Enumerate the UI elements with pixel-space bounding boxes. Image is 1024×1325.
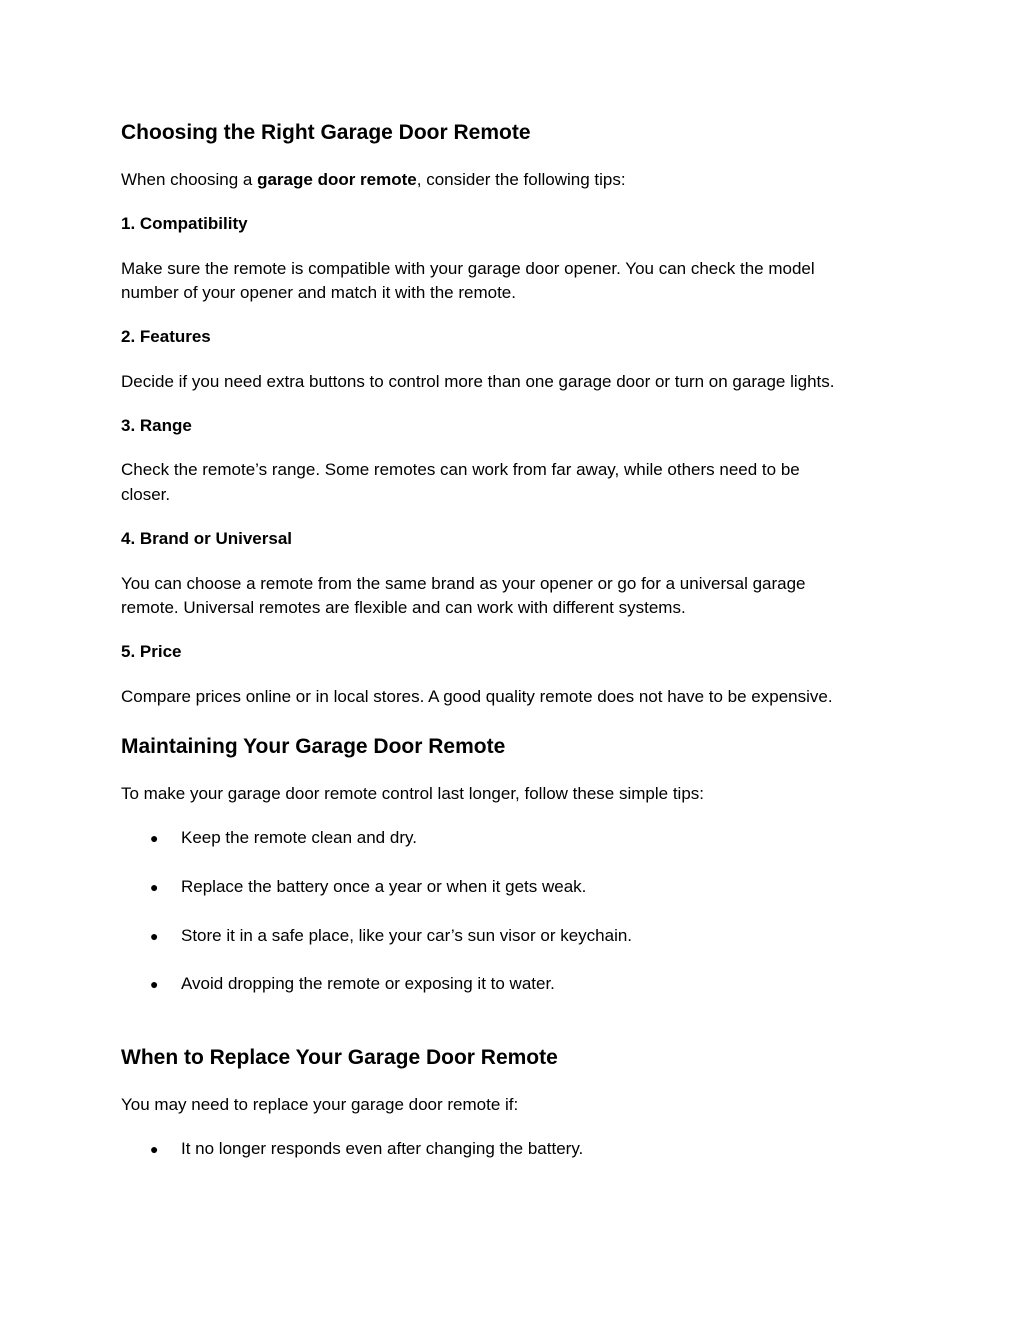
tip-text-line: You can choose a remote from the same brand as your opener or go for a universal garage bbox=[121, 574, 806, 593]
list-item: Replace the battery once a year or when it gets weak. bbox=[181, 877, 587, 896]
tip-text-line: Compare prices online or in local stores. A good quality remote does not have to be expensive. bbox=[121, 687, 833, 706]
intro-text-after: , consider the following tips: bbox=[416, 170, 626, 189]
intro-keyword: garage door remote bbox=[257, 170, 417, 189]
intro-text-before: When choosing a bbox=[121, 170, 258, 189]
tip-title: 4. Brand or Universal bbox=[121, 529, 293, 548]
bullet-marker: ● bbox=[150, 830, 159, 846]
bullet-marker: ● bbox=[150, 928, 159, 944]
maintaining-intro: To make your garage door remote control last longer, follow these simple tips: bbox=[121, 784, 705, 803]
tip-text-line: Check the remote’s range. Some remotes can work from far away, while others need to be bbox=[121, 460, 800, 479]
list-item: Keep the remote clean and dry. bbox=[181, 828, 417, 847]
list-item: Avoid dropping the remote or exposing it to water. bbox=[181, 974, 555, 993]
list-item: Store it in a safe place, like your car’s sun visor or keychain. bbox=[181, 926, 633, 945]
tip-text-line: remote. Universal remotes are flexible and can work with different systems. bbox=[121, 598, 686, 617]
tip-title: 2. Features bbox=[121, 327, 211, 346]
tip-title: 1. Compatibility bbox=[121, 214, 248, 233]
replace-intro: You may need to replace your garage door remote if: bbox=[121, 1095, 519, 1114]
bullet-marker: ● bbox=[150, 976, 159, 992]
section-heading-choosing: Choosing the Right Garage Door Remote bbox=[121, 121, 531, 144]
tip-text-line: closer. bbox=[121, 485, 171, 504]
tip-title: 3. Range bbox=[121, 416, 192, 435]
tip-title: 5. Price bbox=[121, 642, 182, 661]
bullet-marker: ● bbox=[150, 879, 159, 895]
tip-text-line: number of your opener and match it with the remote. bbox=[121, 283, 516, 302]
tip-text-line: Make sure the remote is compatible with your garage door opener. You can check the model bbox=[121, 259, 815, 278]
list-item: It no longer responds even after changing the battery. bbox=[181, 1139, 584, 1158]
choosing-intro bbox=[121, 168, 626, 193]
tip-text-line: Decide if you need extra buttons to control more than one garage door or turn on garage lights. bbox=[121, 372, 835, 391]
section-heading-replace: When to Replace Your Garage Door Remote bbox=[121, 1046, 558, 1069]
section-heading-maintaining: Maintaining Your Garage Door Remote bbox=[121, 735, 506, 758]
bullet-marker: ● bbox=[150, 1141, 159, 1157]
